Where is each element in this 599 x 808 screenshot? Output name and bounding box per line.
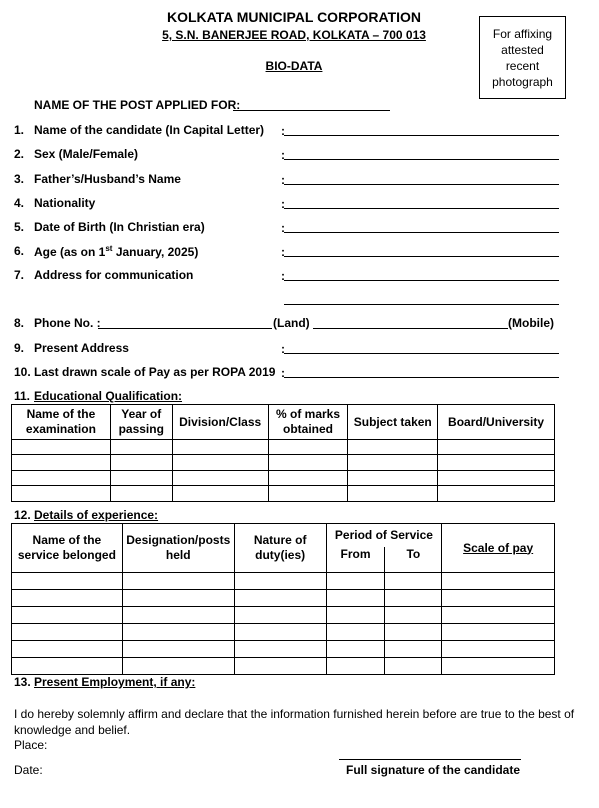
table-cell[interactable] [385,590,442,607]
photo-box-line: recent [505,58,540,73]
field-num: 2. [14,147,25,161]
col-subject: Subject taken [348,405,438,440]
table-cell[interactable] [12,573,123,590]
photo-box-line: photograph [492,74,553,89]
table-cell[interactable] [442,607,555,624]
table-cell[interactable] [348,455,438,471]
col-from: From [326,547,385,573]
field-colon: : [281,342,285,356]
field-colon: : [281,245,285,259]
education-header-row [12,405,555,440]
education-table [11,404,555,502]
table-cell[interactable] [326,590,385,607]
col-year-passing: Year of passing [110,405,172,440]
table-cell[interactable] [110,440,172,455]
section-num: 11. [14,389,31,403]
col-to: To [385,547,442,573]
experience-title: Details of experience: [34,508,159,522]
field-label-dob: Date of Birth (In Christian era) [34,220,205,234]
field-label-age [34,244,198,259]
table-row[interactable] [12,607,555,624]
table-cell[interactable] [12,440,111,455]
field-label-father: Father’s/Husband’s Name [34,172,181,186]
signature-label: Full signature of the candidate [346,763,521,777]
table-cell[interactable] [172,486,268,502]
table-cell[interactable] [234,624,326,641]
col-scale: Scale of pay [442,524,555,573]
table-cell[interactable] [122,658,234,675]
col-board: Board/University [438,405,555,440]
field-label-nationality: Nationality [34,196,96,210]
field-colon: : [281,148,285,162]
col-period: Period of Service [326,524,442,547]
table-cell[interactable] [438,486,555,502]
col-service: Name of the service belonged [12,524,123,573]
table-cell[interactable] [326,573,385,590]
form-title: BIO-DATA [265,59,323,73]
col-division: Division/Class [172,405,268,440]
field-num: 10. [14,365,31,379]
phone-label: Phone No. : [34,316,101,330]
address-field[interactable] [284,280,559,281]
table-cell[interactable] [122,590,234,607]
table-cell[interactable] [12,590,123,607]
table-row[interactable] [12,455,555,471]
age-label-pre: Age (as on 1 [34,245,106,259]
field-colon: : [281,269,285,283]
name-field[interactable] [284,135,559,136]
table-cell[interactable] [385,624,442,641]
field-num: 5. [14,220,25,234]
table-cell[interactable] [12,607,123,624]
col-marks: % of marks obtained [268,405,348,440]
table-cell[interactable] [326,607,385,624]
table-cell[interactable] [442,658,555,675]
present-employment-title: Present Employment, if any: [34,675,196,689]
table-cell[interactable] [12,641,123,658]
field-colon: : [281,197,285,211]
phone-mobile-label: (Mobile) [508,316,554,330]
table-cell[interactable] [348,471,438,486]
table-cell[interactable] [12,624,123,641]
table-cell[interactable] [12,658,123,675]
field-num: 6. [14,244,25,258]
table-cell[interactable] [172,455,268,471]
field-num: 8. [14,316,25,330]
section-num: 13. [14,675,31,689]
col-nature: Nature of duty(ies) [234,524,326,573]
field-label-present-address: Present Address [34,341,129,355]
sex-field[interactable] [284,159,559,160]
table-row[interactable] [12,486,555,502]
table-cell[interactable] [442,641,555,658]
table-cell[interactable] [122,573,234,590]
table-row[interactable] [12,590,555,607]
dob-field[interactable] [284,232,559,233]
table-cell[interactable] [385,658,442,675]
table-cell[interactable] [268,471,348,486]
table-cell[interactable] [442,624,555,641]
field-num: 1. [14,123,25,137]
nationality-field[interactable] [284,208,559,209]
table-cell[interactable] [172,471,268,486]
table-cell[interactable] [326,658,385,675]
age-label-sup: st [105,244,113,253]
field-num: 4. [14,196,25,210]
age-label-post: January, 2025) [112,245,199,259]
table-row[interactable] [12,471,555,486]
table-cell[interactable] [234,641,326,658]
father-name-field[interactable] [284,184,559,185]
address-field-line2[interactable] [284,304,559,305]
table-row[interactable] [12,573,555,590]
table-cell[interactable] [385,607,442,624]
phone-mobile-field[interactable] [313,328,508,329]
field-label-sex: Sex (Male/Female) [34,147,139,161]
experience-header-row [12,524,555,547]
post-applied-label: NAME OF THE POST APPLIED FOR: [34,98,241,112]
photo-box [479,16,566,99]
table-cell[interactable] [234,607,326,624]
pay-scale-field[interactable] [284,377,559,378]
present-address-field[interactable] [284,353,559,354]
field-num: 3. [14,172,25,186]
table-row[interactable] [12,624,555,641]
table-cell[interactable] [234,590,326,607]
table-cell[interactable] [110,471,172,486]
table-cell[interactable] [348,486,438,502]
field-label-name: Name of the candidate (In Capital Letter) [34,123,265,137]
experience-table [11,523,555,675]
table-cell[interactable] [438,440,555,455]
table-cell[interactable] [12,471,111,486]
table-cell[interactable] [268,486,348,502]
table-cell[interactable] [12,486,111,502]
table-cell[interactable] [268,440,348,455]
field-colon: : [281,124,285,138]
table-cell[interactable] [438,455,555,471]
col-exam-name: Name of the examination [12,405,111,440]
field-num: 7. [14,268,25,282]
table-cell[interactable] [234,658,326,675]
field-colon: : [281,366,285,380]
col-designation: Designation/posts held [122,524,234,573]
table-row[interactable] [12,641,555,658]
table-cell[interactable] [12,455,111,471]
org-name: KOLKATA MUNICIPAL CORPORATION [166,9,422,25]
table-cell[interactable] [385,641,442,658]
phone-land-field[interactable] [98,328,272,329]
post-applied-field[interactable] [233,110,390,111]
table-cell[interactable] [385,573,442,590]
age-field[interactable] [284,256,559,257]
date-label: Date: [14,763,43,777]
field-colon: : [281,173,285,187]
signature-line[interactable] [339,759,521,760]
table-cell[interactable] [326,624,385,641]
section-num: 12. [14,508,31,522]
table-cell[interactable] [172,440,268,455]
table-row[interactable] [12,440,555,455]
field-label-pay-scale: Last drawn scale of Pay as per ROPA 2019 [34,365,276,379]
table-cell[interactable] [438,471,555,486]
table-cell[interactable] [442,573,555,590]
education-title: Educational Qualification: [34,389,183,403]
table-cell[interactable] [110,486,172,502]
table-cell[interactable] [348,440,438,455]
photo-box-line: For affixing [492,26,553,41]
photo-box-line: attested [501,42,544,57]
field-colon: : [281,221,285,235]
table-cell[interactable] [326,641,385,658]
field-num: 9. [14,341,25,355]
table-row[interactable] [12,658,555,675]
phone-land-label: (Land) [273,316,310,330]
table-cell[interactable] [122,624,234,641]
table-cell[interactable] [122,607,234,624]
org-address: 5, S.N. BANERJEE ROAD, KOLKATA – 700 013 [162,28,426,42]
table-cell[interactable] [268,455,348,471]
table-cell[interactable] [122,641,234,658]
place-label: Place: [14,738,48,752]
table-cell[interactable] [234,573,326,590]
table-cell[interactable] [110,455,172,471]
declaration-text: I do hereby solemnly affirm and declare that the information furnished herein before are true to the best of knowledge and belief. [14,707,575,737]
field-label-address: Address for communication [34,268,194,282]
table-cell[interactable] [442,590,555,607]
